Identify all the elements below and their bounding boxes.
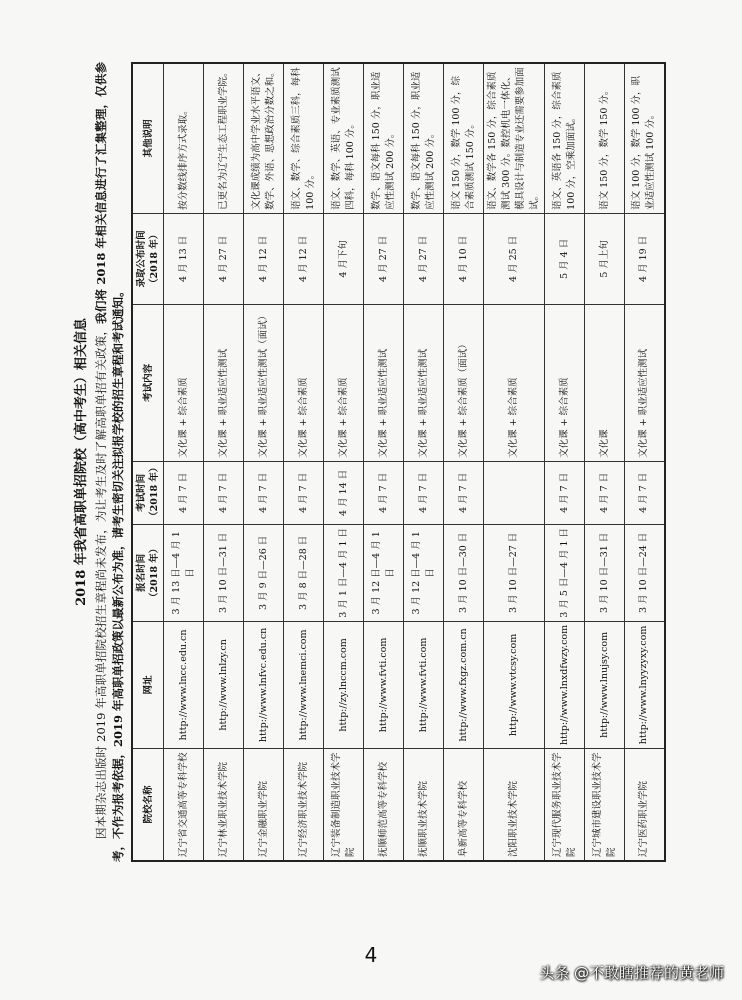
intro-line1-bold: 我们将 2018 年相关信息进行了汇集整 <box>94 120 108 324</box>
row-pub: 4 月 27 日 <box>204 213 244 304</box>
table-row <box>204 63 244 861</box>
row-exam: 4 月 7 日 <box>364 461 404 524</box>
row-pub: 4 月 12 日 <box>284 213 324 304</box>
row-reg: 3 月 9 日—26 日 <box>244 524 284 621</box>
row-content: 文化课 + 职业适应性测试（面试） <box>244 304 284 461</box>
row-name: 辽宁现代服务职业技术学院 <box>545 749 585 862</box>
row-exam <box>484 461 545 524</box>
row-notes: 已更名为辽宁生态工程职业学院。 <box>204 63 244 213</box>
row-notes: 语文 100 分，数学 100 分，职业适应性测试 100 分。 <box>625 63 665 213</box>
watermark: 头条 @不敢瞎推荐的黄老师 <box>539 964 724 982</box>
row-reg: 3 月 1 日—4 月 1 日 <box>324 524 364 621</box>
row-reg: 3 月 10 日—30 日 <box>444 524 484 621</box>
row-name: 抚顺职业技术学院 <box>404 749 444 862</box>
row-exam: 4 月 14 日 <box>324 461 364 524</box>
row-exam: 4 月 7 日 <box>164 461 204 524</box>
row-pub: 4 月 27 日 <box>404 213 444 304</box>
row-reg: 3 月 10 日—31 日 <box>204 524 244 621</box>
row-exam: 4 月 7 日 <box>404 461 444 524</box>
row-url[interactable]: http://www.lnyyzyxy.com <box>625 621 665 748</box>
row-reg: 3 月 12 日—4 月 1 日 <box>364 524 404 621</box>
row-name: 辽宁城市建设职业技术学院 <box>585 749 625 862</box>
row-reg: 3 月 5 日—4 月 1 日 <box>545 524 585 621</box>
document-title: 2018 年我省高职单招院校（高中考生）相关信息 <box>74 318 89 606</box>
row-exam: 4 月 7 日 <box>585 461 625 524</box>
table-row <box>625 63 665 861</box>
schools-table <box>131 62 666 862</box>
row-content: 文化课 + 综合素质（面试） <box>444 304 484 461</box>
intro-line1: 因本期杂志出版时 2019 年高职单招院校招生章程尚未发布，为让考生及时了解高职单招有关政策， <box>94 323 108 839</box>
row-url[interactable]: http://www.lncc.edu.cn <box>164 621 204 748</box>
table-row <box>545 63 585 861</box>
row-content: 文化课 <box>585 304 625 461</box>
row-pub: 4 月 13 日 <box>164 213 204 304</box>
intro-paragraph <box>93 62 127 862</box>
row-name: 辽宁装备制造职业技术学院 <box>324 749 364 862</box>
row-content: 文化课 + 综合素质 <box>284 304 324 461</box>
row-url[interactable]: http://www.fxgz.com.cn <box>444 621 484 748</box>
row-reg: 3 月 13 日—4 月 1 日 <box>164 524 204 621</box>
row-content: 文化课 + 综合素质 <box>545 304 585 461</box>
row-url[interactable]: http://www.fvti.com <box>364 621 404 748</box>
row-content: 文化课 + 职业适应性测试 <box>364 304 404 461</box>
row-notes: 语文 150 分，数学 100 分，综合素质测试 150 分。 <box>444 63 484 213</box>
header-content: 考试内容 <box>132 304 164 461</box>
table-row <box>585 63 625 861</box>
header-reg: 报名时间 （2018 年） <box>132 524 164 621</box>
row-notes: 语文、数学、综合素质三科，每科 100 分。 <box>284 63 324 213</box>
row-url[interactable]: http://www.vtcsy.com <box>484 621 545 748</box>
table-body <box>164 63 665 861</box>
row-pub: 4 月 27 日 <box>364 213 404 304</box>
row-notes: 按分数线排序方式录取。 <box>164 63 204 213</box>
row-pub: 5 月 4 日 <box>545 213 585 304</box>
row-url[interactable]: http://www.lnfvc.edu.cn <box>244 621 284 748</box>
row-content: 文化课 + 综合素质 <box>324 304 364 461</box>
row-reg: 3 月 12 日—4 月 1 日 <box>404 524 444 621</box>
row-exam: 4 月 7 日 <box>284 461 324 524</box>
row-pub: 4 月 10 日 <box>444 213 484 304</box>
header-notes: 其他说明 <box>132 63 164 213</box>
row-name: 辽宁林业职业技术学院 <box>204 749 244 862</box>
row-url[interactable]: http://www.lnxdfwzy.com <box>545 621 585 748</box>
row-notes: 语文、数学、英语、专业素质测试四科，每科 100 分。 <box>324 63 364 213</box>
row-url[interactable]: http://www.fvti.com <box>404 621 444 748</box>
row-name: 辽宁金融职业学院 <box>244 749 284 862</box>
intro-line2-bold: 理，仅供参考，不作为报考依据，2019 年高职单招政策以最新公布为准， <box>94 61 125 862</box>
table-row <box>244 63 284 861</box>
row-pub: 4 月 19 日 <box>625 213 665 304</box>
table-row <box>404 63 444 861</box>
table-row <box>444 63 484 861</box>
row-notes: 数学、语文每科 150 分，职业适应性测试 200 分。 <box>364 63 404 213</box>
row-name: 辽宁医药职业学院 <box>625 749 665 862</box>
row-notes: 文化课成绩为高中学业水平语文、数学、外语、思想政治分数之和。 <box>244 63 284 213</box>
row-reg: 3 月 10 日—31 日 <box>585 524 625 621</box>
row-reg: 3 月 8 日—28 日 <box>284 524 324 621</box>
row-reg: 3 月 10 日—24 日 <box>625 524 665 621</box>
row-exam: 4 月 7 日 <box>244 461 284 524</box>
row-content: 文化课 + 综合素质 <box>164 304 204 461</box>
header-exam: 考试时间 （2018 年） <box>132 461 164 524</box>
rotated-page <box>66 62 676 862</box>
row-name: 辽宁省交通高等专科学校 <box>164 749 204 862</box>
row-url[interactable]: http://www.lnemci.com <box>284 621 324 748</box>
row-content: 文化课 + 职业适应性测试 <box>204 304 244 461</box>
row-url[interactable]: http://www.lnlzy.cn <box>204 621 244 748</box>
row-name: 辽宁经济职业技术学院 <box>284 749 324 862</box>
row-name: 沈阳职业技术学院 <box>484 749 545 862</box>
page-number: 4 <box>364 943 378 967</box>
row-notes: 语文、英语各 150 分，综合素质 100 分，空乘加面试。 <box>545 63 585 213</box>
row-pub: 4 月 25 日 <box>484 213 545 304</box>
table-row <box>284 63 324 861</box>
row-notes: 数学、语文每科 150 分，职业适应性测试 200 分。 <box>404 63 444 213</box>
table-row <box>364 63 404 861</box>
row-content: 文化课 + 职业适应性测试 <box>404 304 444 461</box>
row-url[interactable]: http://www.lnujsy.com <box>585 621 625 748</box>
row-notes: 语文、数学各 150 分，综合素质测试 300 分。数控机电一体化、模具设计与制造专业还需要参加面试。 <box>484 63 545 213</box>
table-row <box>484 63 545 861</box>
row-url[interactable]: http://zy.lnccm.com <box>324 621 364 748</box>
header-name: 院校名称 <box>132 749 164 862</box>
header-pub: 录取公布时间 （2018 年） <box>132 213 164 304</box>
row-exam: 4 月 7 日 <box>545 461 585 524</box>
table-header-row <box>132 63 164 861</box>
row-pub: 4 月 12 日 <box>244 213 284 304</box>
row-content: 文化课 + 综合素质 <box>484 304 545 461</box>
row-exam: 4 月 7 日 <box>204 461 244 524</box>
intro-line2: 请考生密切关注拟报学校的招生章程和考试通知。 <box>111 285 125 539</box>
row-exam: 4 月 7 日 <box>444 461 484 524</box>
row-exam: 4 月 7 日 <box>625 461 665 524</box>
table-row <box>164 63 204 861</box>
table-row <box>324 63 364 861</box>
row-name: 抚顺师范高等专科学校 <box>364 749 404 862</box>
row-reg: 3 月 10 日—27 日 <box>484 524 545 621</box>
row-pub: 5 月上旬 <box>585 213 625 304</box>
row-pub: 4 月下旬 <box>324 213 364 304</box>
row-name: 阜新高等专科学校 <box>444 749 484 862</box>
row-notes: 语文 150 分，数学 150 分。 <box>585 63 625 213</box>
header-url: 网址 <box>132 621 164 748</box>
row-content: 文化课 + 职业适应性测试 <box>625 304 665 461</box>
